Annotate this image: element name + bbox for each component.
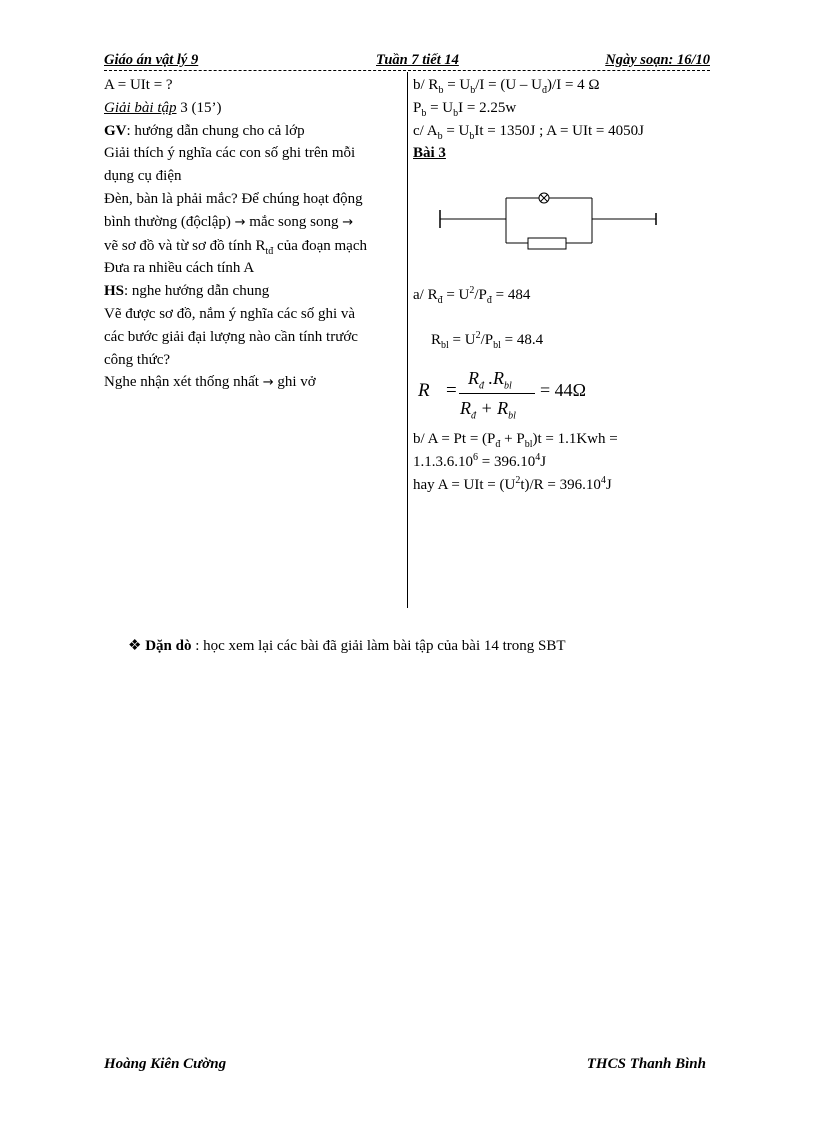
formula-numerator <box>468 368 512 392</box>
left-line-4: Giải thích ý nghĩa các con số ghi trên mỗi <box>104 145 356 162</box>
r7s2: bl <box>524 439 533 450</box>
note-text: : học xem lại các bài đã giải làm bài tập của bài 14 trong SBT <box>191 638 566 654</box>
left-line-1: A = UIt = ? <box>104 77 173 93</box>
r9p2: 4 <box>600 474 606 486</box>
left-line-8 <box>104 235 402 258</box>
r6b: = U <box>448 331 476 348</box>
r7a: b/ A = Pt = (P <box>413 431 496 447</box>
den-s2: bl <box>508 410 516 422</box>
r1c: /I = (U – U <box>475 77 543 93</box>
column-divider <box>407 72 408 608</box>
footer-author: Hoàng Kiên Cường <box>104 1056 227 1072</box>
num-r1: R <box>468 368 479 388</box>
right-column-lower <box>413 428 713 496</box>
r8c: J <box>540 453 547 470</box>
arrow-icon: → <box>342 214 354 230</box>
left-column <box>104 74 402 395</box>
left-line-12: các bước giải đại lượng nào cần tính trước <box>104 328 358 345</box>
r6s2: bl <box>493 339 501 351</box>
num-s1: đ <box>479 380 484 392</box>
left-line-6: Đèn, bàn là phải mắc? Để chúng hoạt động <box>104 190 363 207</box>
r5s1: đ <box>437 295 443 307</box>
formula-result: = 44Ω <box>540 380 587 400</box>
note-label: Dặn dò <box>145 638 192 654</box>
r5p1: 2 <box>469 285 475 297</box>
den-s1: đ <box>471 410 476 422</box>
r5d: = 484 <box>491 287 531 304</box>
r1b: = U <box>443 77 471 93</box>
r8b: = 396.10 <box>478 453 536 470</box>
num-mid: .R <box>484 368 504 388</box>
r5b: = U <box>442 287 470 304</box>
r8p1: 6 <box>473 451 478 463</box>
r3s1: b <box>437 130 443 142</box>
exercise-label: Giải bài tập <box>104 99 177 116</box>
r7s1: đ <box>495 439 501 450</box>
r2s1: b <box>421 107 427 119</box>
gv-label: GV <box>104 122 127 139</box>
r9c: J <box>605 476 612 493</box>
r1s2: b <box>470 85 476 96</box>
r2a: P <box>413 99 422 116</box>
right-line-9 <box>413 474 713 497</box>
r1s1: b <box>438 85 444 96</box>
r9p1: 2 <box>515 474 521 486</box>
bai-3-title: Bài 3 <box>413 145 446 162</box>
left-line-9: Đưa ra nhiều cách tính A <box>104 260 255 277</box>
right-line-3 <box>413 120 713 143</box>
r6d: = 48.4 <box>500 331 544 348</box>
r8p2: 4 <box>535 451 541 463</box>
spacer <box>413 307 713 329</box>
l8-text-a: vẽ sơ đồ và từ sơ đồ tính R <box>104 237 266 254</box>
right-line-7 <box>413 428 713 451</box>
left-line-11: Vẽ được sơ đồ, nắm ý nghĩa các số ghi và <box>104 305 356 322</box>
l8-sub: tđ <box>265 245 274 257</box>
l7-text-b: mắc song song <box>249 213 339 230</box>
left-line-3 <box>104 120 402 143</box>
right-line-5 <box>413 284 713 307</box>
num-s2: bl <box>504 380 512 392</box>
circuit-diagram <box>436 188 662 258</box>
l8-text-b: của đoạn mạch <box>273 237 367 254</box>
left-line-10 <box>104 280 402 303</box>
r3b: = U <box>442 122 470 139</box>
left-line-14 <box>104 371 402 395</box>
r1s3: đ <box>542 85 548 96</box>
den-r1: R <box>460 398 471 418</box>
formula-equals: = <box>446 380 457 401</box>
hs-text: : nghe hướng dẫn chung <box>124 283 270 300</box>
r6p1: 2 <box>475 329 481 341</box>
arrow-icon: → <box>234 214 246 230</box>
header-date: Ngày soạn: 16/10 <box>605 52 710 68</box>
r5a: a/ R <box>413 287 438 304</box>
left-line-5: dụng cụ điện <box>104 168 182 185</box>
r6a: R <box>431 331 442 348</box>
right-line-6 <box>413 329 713 352</box>
gv-text: : hướng dẫn chung cho cả lớp <box>126 122 305 139</box>
formula-denominator <box>460 398 516 422</box>
r6s1: bl <box>441 339 449 351</box>
r1d: )/I = 4 Ω <box>547 77 600 93</box>
r5c: /P <box>474 287 487 304</box>
l7-text-a: bình thường (độclập) <box>104 213 231 230</box>
hs-label: HS <box>104 283 125 300</box>
den-mid: + R <box>476 398 509 418</box>
r3c: It = 1350J ; A = UIt = 4050J <box>474 122 644 139</box>
right-line-8 <box>413 451 713 474</box>
r7c: )t = 1.1Kwh = <box>532 431 618 447</box>
header-subject: Giáo án vật lý 9 <box>104 52 199 68</box>
left-line-2 <box>104 97 402 120</box>
header-week: Tuần 7 tiết 14 <box>376 52 459 68</box>
arrow-icon: → <box>262 375 274 391</box>
r1a: b/ R <box>413 77 439 93</box>
fraction-bar <box>459 393 535 394</box>
left-line-7 <box>104 211 402 235</box>
page-header <box>104 52 710 71</box>
r6c: /P <box>480 331 494 348</box>
homework-note <box>128 636 566 655</box>
right-line-1 <box>413 74 713 97</box>
r8a: 1.1.3.6.10 <box>413 453 473 470</box>
footer-school: THCS Thanh Bình <box>586 1056 706 1072</box>
r2s2: b <box>453 107 459 119</box>
r5s2: đ <box>486 295 492 307</box>
exercise-rest: 3 (15’) <box>176 99 222 116</box>
r2b: = U <box>426 99 454 116</box>
r2c: I = 2.25w <box>458 99 517 116</box>
r3a: c/ A <box>413 122 438 139</box>
r3s2: b <box>469 130 475 142</box>
resistance-formula <box>416 368 616 426</box>
r7b: + P <box>500 431 525 447</box>
resistor-icon <box>528 238 566 249</box>
r9a: hay A = UIt = (U <box>413 476 516 493</box>
left-line-13: công thức? <box>104 351 171 368</box>
l14-text-b: ghi vở <box>277 374 316 391</box>
diamond-bullet-icon: ❖ <box>128 638 142 654</box>
l14-text-a: Nghe nhận xét thống nhất <box>104 374 259 391</box>
formula-r: R <box>418 380 430 401</box>
r9b: t)/R = 396.10 <box>520 476 601 493</box>
right-line-2 <box>413 97 713 120</box>
